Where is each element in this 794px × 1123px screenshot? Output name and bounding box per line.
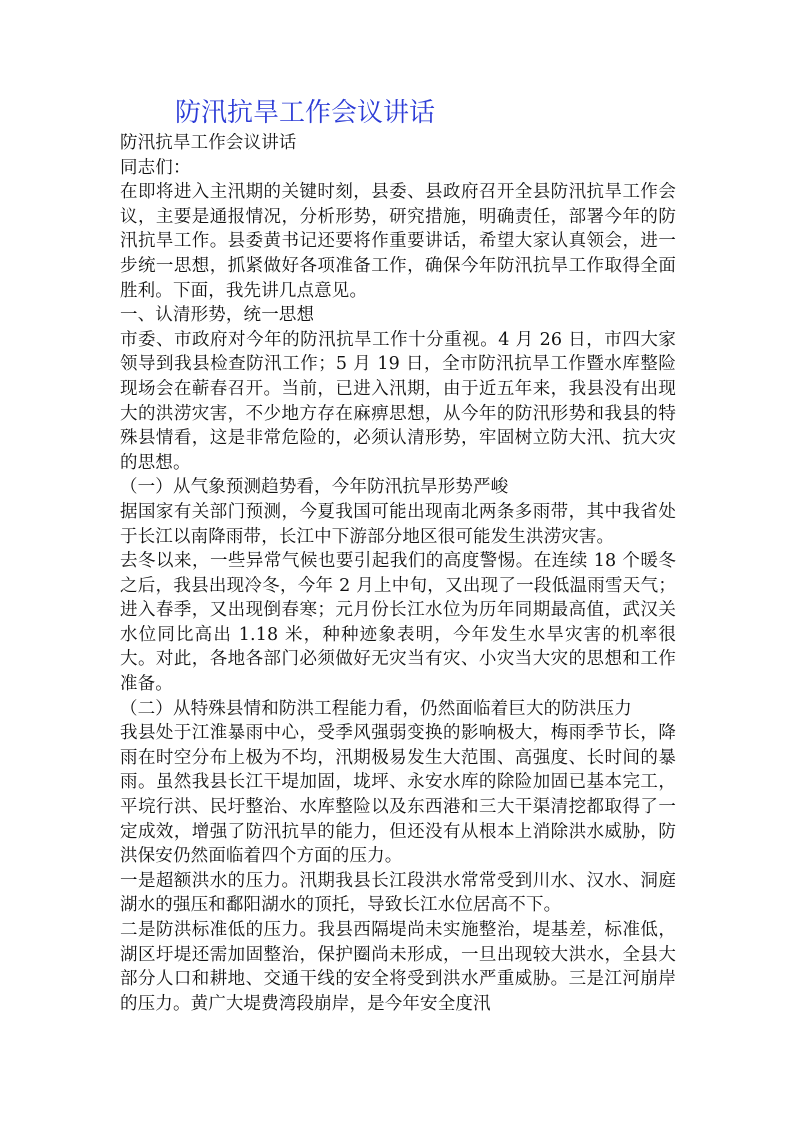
- document-body: [120, 131, 676, 1016]
- paragraph: 一是超额洪水的压力。汛期我县长江段洪水常常受到川水、汉水、洞庭湖水的强压和鄱阳湖水的顶托，导致长江水位居高不下。: [120, 870, 676, 916]
- paragraph: 去冬以来，一些异常气候也要引起我们的高度警惕。在连续 18 个暖冬之后，我县出现冷冬，今年 2 月上中旬，又出现了一段低温雨雪天气；进入春季，又出现倒春寒；元月份长江水位为历年同期最高值，武汉关水位同比高出 1.18 米，种种迹象表明，今年发生水旱灾害的机率很大。对此，各地各部门必须做好无灾当有灾、小灾当大灾的思想和工作准备。: [120, 551, 676, 695]
- salutation: 同志们：: [120, 157, 191, 178]
- paragraph: 据国家有关部门预测，今夏我国可能出现南北两条多雨带，其中我省处于长江以南降雨带，长江中下游部分地区很可能发生洪涝灾害。: [120, 501, 676, 547]
- document-title: 防汛抗旱工作会议讲话: [175, 98, 436, 128]
- paragraph: 市委、市政府对今年的防汛抗旱工作十分重视。4 月 26 日，市四大家领导到我县检查防汛工作；5 月 19 日，全市防汛抗旱工作暨水库整险现场会在蕲春召开。当前，已进入汛期，由于近五年来，我县没有出现大的洪涝灾害，不少地方存在麻痹思想，从今年的防汛形势和我县的特殊县情看，这是非常危险的，必须认清形势，牢固树立防大汛、抗大灾的思想。: [120, 329, 676, 473]
- section-heading: 一、认清形势，统一思想: [120, 305, 315, 326]
- paragraph: 在即将进入主汛期的关键时刻，县委、县政府召开全县防汛抗旱工作会议，主要是通报情况，分析形势，研究措施，明确责任，部署今年的防汛抗旱工作。县委黄书记还要将作重要讲话，希望大家认真领会，进一步统一思想，抓紧做好各项准备工作，确保今年防汛抗旱工作取得全面胜利。下面，我先讲几点意见。: [120, 182, 676, 301]
- subsection-heading: （二）从特殊县情和防洪工程能力看，仍然面临着巨大的防洪压力: [120, 698, 632, 719]
- paragraph: 我县处于江淮暴雨中心，受季风强弱变换的影响极大，梅雨季节长，降雨在时空分布上极为不均，汛期极易发生大范围、高强度、长时间的暴雨。虽然我县长江干堤加固，垅坪、永安水库的除险加固已基本完工，平垸行洪、民圩整治、水库整险以及东西港和三大干渠清挖都取得了一定成效，增强了防汛抗旱的能力，但还没有从根本上消除洪水威胁，防洪保安仍然面临着四个方面的压力。: [120, 723, 676, 867]
- subsection-heading: （一）从气象预测趋势看，今年防汛抗旱形势严峻: [120, 477, 509, 498]
- paragraph: 二是防洪标准低的压力。我县西隔堤尚未实施整治，堤基差，标准低，湖区圩堤还需加固整治，保护圈尚未形成，一旦出现较大洪水，全县大部分人口和耕地、交通干线的安全将受到洪水严重威胁。三是江河崩岸的压力。黄广大堤费湾段崩岸，是今年安全度汛: [120, 920, 676, 1014]
- subtitle-line: 防汛抗旱工作会议讲话: [120, 133, 297, 153]
